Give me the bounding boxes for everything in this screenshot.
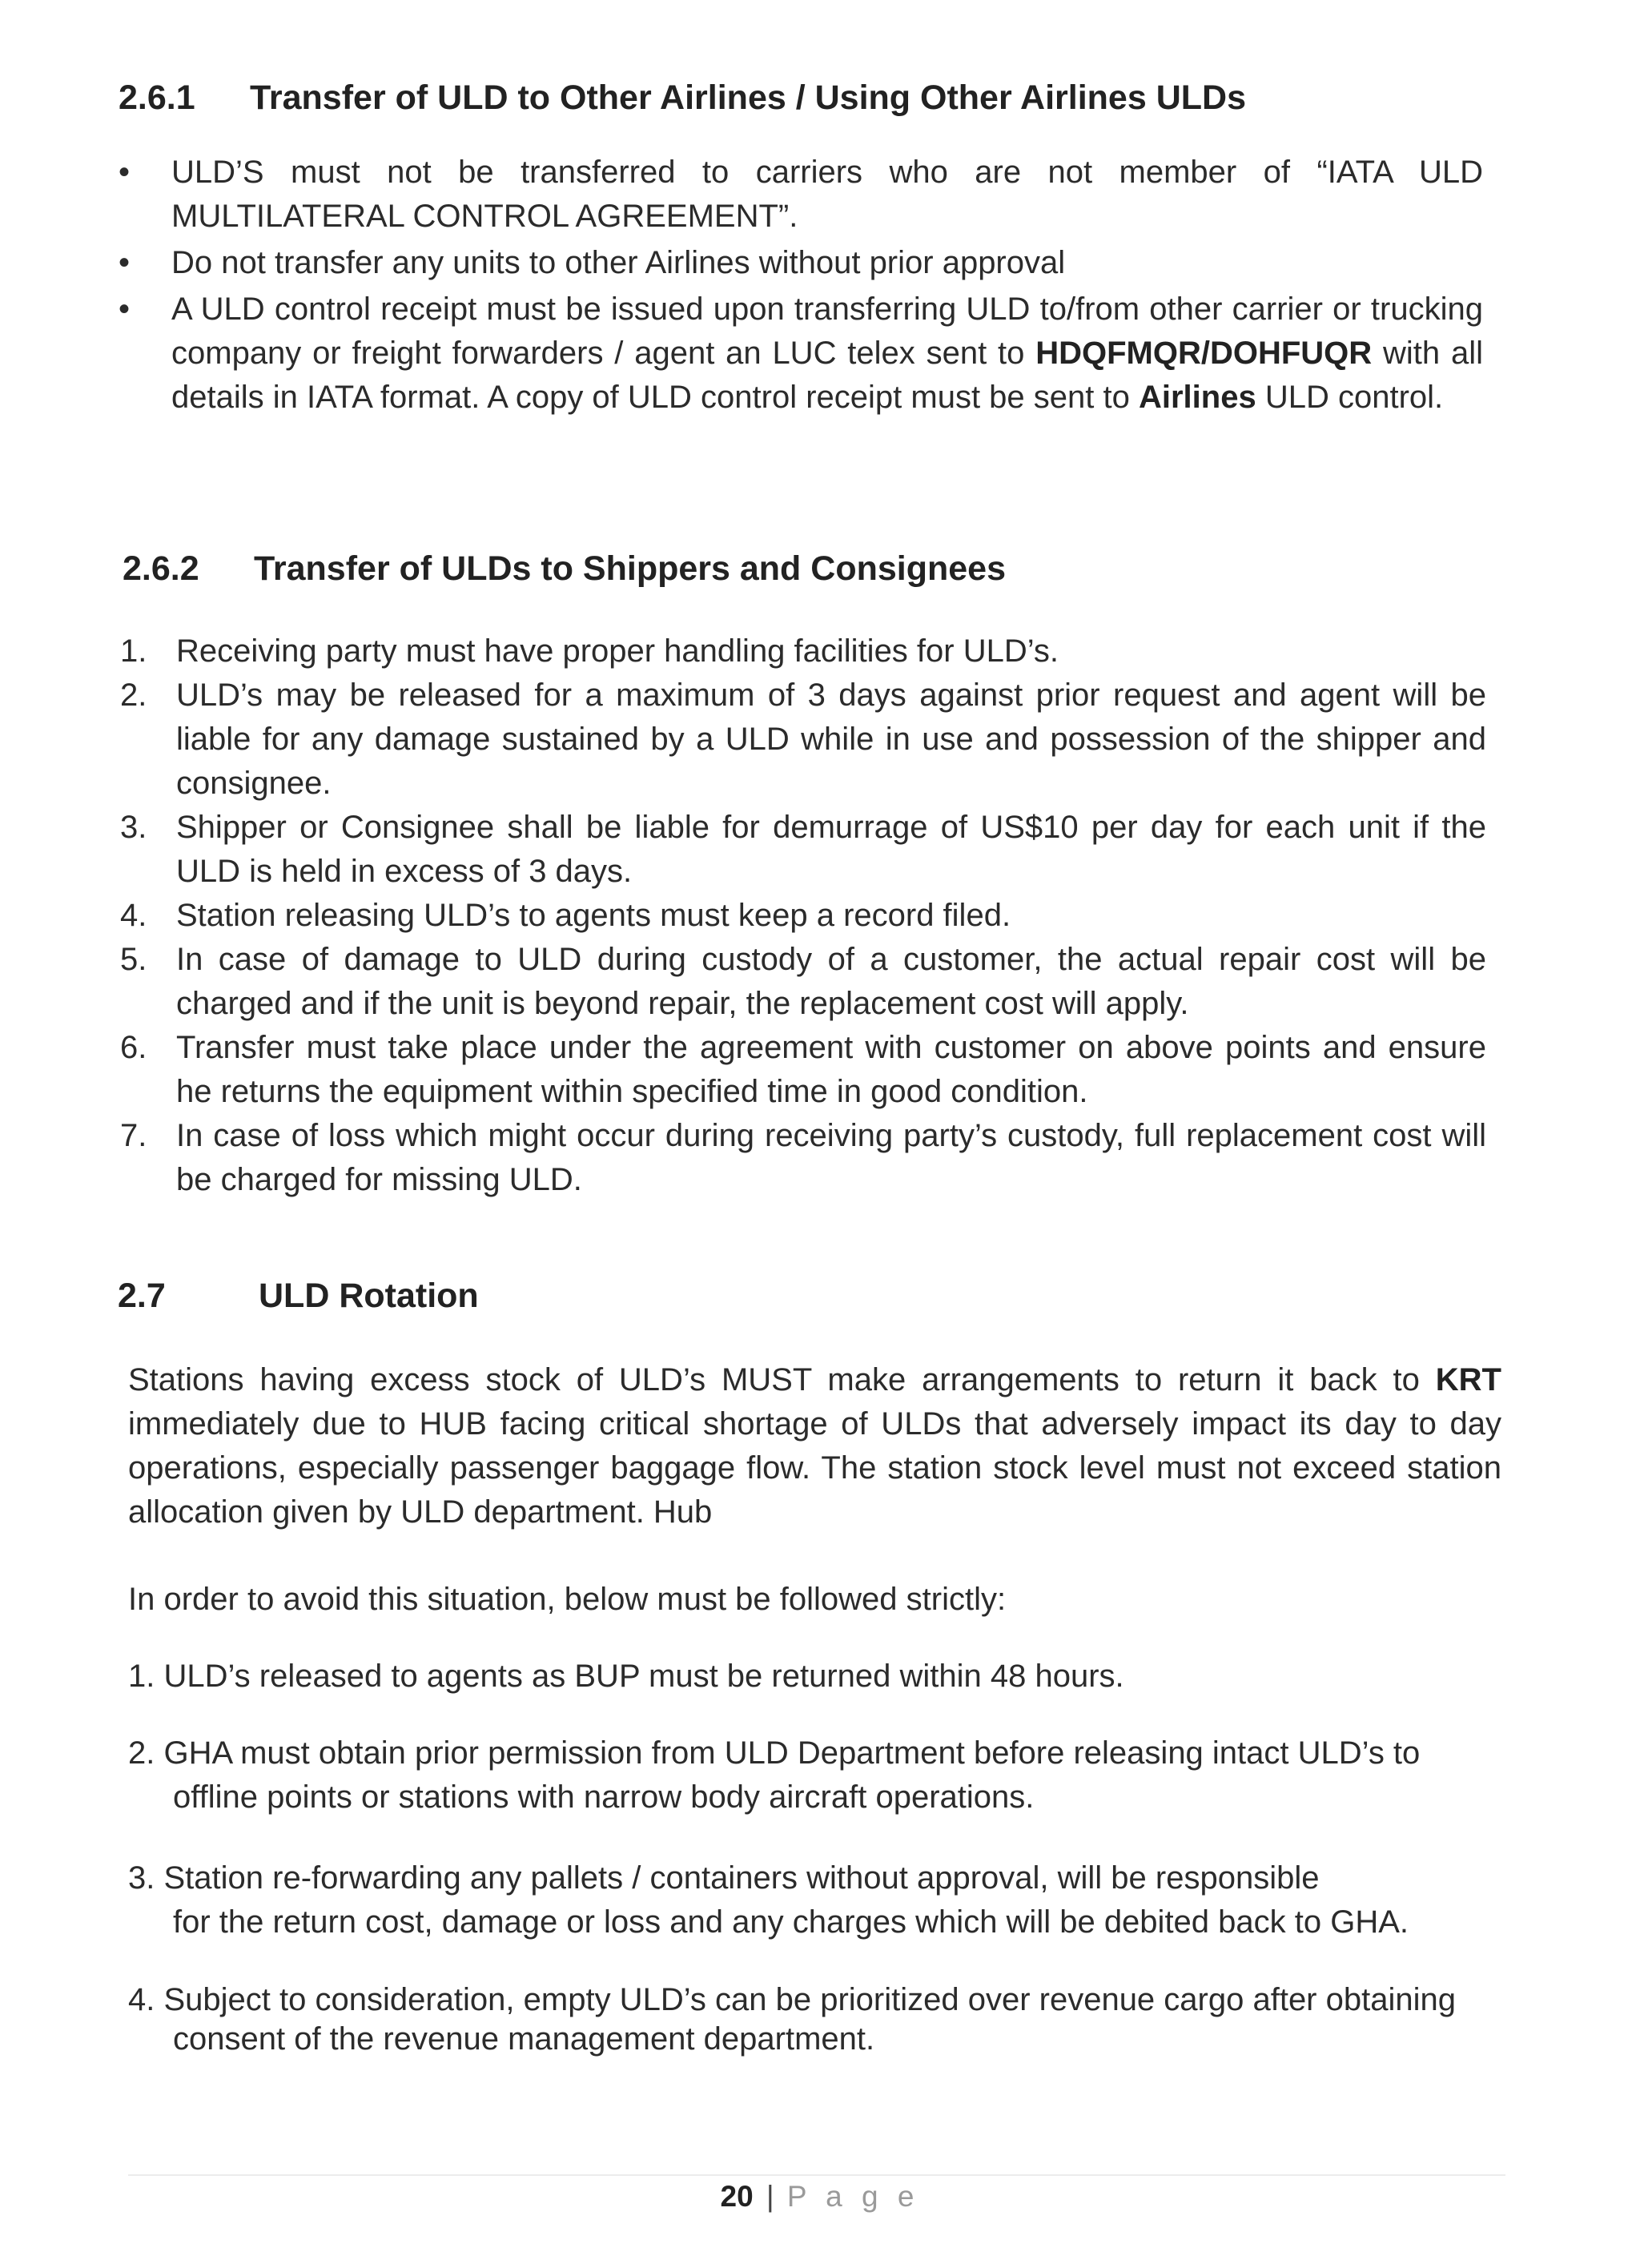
list-item — [120, 806, 1486, 894]
list-item — [128, 1978, 1456, 2061]
item-text: Transfer must take place under the agreement with customer on above points and ensure he returns the equipment within specified time in good condition. — [176, 1030, 1486, 1109]
item-text: Station re-forwarding any pallets / containers without approval, will be responsible — [163, 1860, 1320, 1896]
item-text-continued: consent of the revenue management department. — [173, 2021, 875, 2057]
hub-code: KRT — [1435, 1362, 1501, 1397]
item-number: 3. — [120, 810, 147, 845]
bullet-icon: • — [119, 245, 131, 280]
bullet-list-2-6-1 — [117, 151, 1483, 420]
item-text: Receiving party must have proper handling facilities for ULD’s. — [176, 633, 1059, 669]
item-text: ULD’s may be released for a maximum of 3 days against prior request and agent will be liable for any damage sustained by a ULD while in use and possession of the shipper and consignee. — [176, 678, 1486, 801]
section-title: Transfer of ULD to Other Airlines / Using Other Airlines ULDs — [250, 78, 1246, 117]
list-item — [128, 1655, 1124, 1699]
numbered-list-2-6-2 — [120, 629, 1486, 1202]
item-text-continued: for the return cost, damage or loss and any charges which will be debited back to GHA. — [173, 1904, 1409, 1940]
list-item — [120, 938, 1486, 1026]
section-heading-2-6-1 — [119, 78, 1246, 118]
item-number: 7. — [120, 1118, 147, 1153]
item-text: Shipper or Consignee shall be liable for demurrage of US$10 per day for each unit if the ULD is held in excess of 3 days. — [176, 810, 1486, 889]
page-label: P a g e — [786, 2180, 920, 2213]
bullet-icon: • — [119, 155, 131, 190]
item-text: GHA must obtain prior permission from ULD Department before releasing intact ULD’s to — [163, 1735, 1421, 1771]
telex-address: HDQFMQR/DOHFUQR — [1035, 336, 1373, 371]
section-heading-2-7 — [118, 1277, 479, 1316]
page-footer — [0, 2180, 1640, 2214]
item-text-continued: offline points or stations with narrow body aircraft operations. — [173, 1779, 1035, 1815]
section-number: 2.6.1 — [119, 78, 195, 117]
footer-divider — [128, 2174, 1505, 2176]
list-item — [117, 151, 1483, 239]
item-number: 2. — [128, 1735, 155, 1771]
list-item — [120, 894, 1486, 938]
section-heading-2-6-2 — [123, 549, 1006, 589]
list-item — [128, 1731, 1420, 1820]
section-title: Transfer of ULDs to Shippers and Consignees — [254, 549, 1006, 588]
section-number: 2.7 — [118, 1277, 166, 1315]
airlines-label: Airlines — [1138, 380, 1256, 415]
item-number: 3. — [128, 1860, 155, 1896]
rotation-paragraph: Stations having excess stock of ULD’s MUST make arrangements to return it back to KRT immediately due to HUB facing critical shortage of ULDs that adversely impact its day to day operations, especially passenger baggage flow. The station stock level must not exceed station allocation given by ULD department. Hub — [128, 1362, 1501, 1530]
section-title: ULD Rotation — [259, 1277, 479, 1315]
item-number: 5. — [120, 942, 147, 977]
list-item — [117, 241, 1483, 285]
item-text: In case of loss which might occur during receiving party’s custody, full replacement cost will be charged for missing ULD. — [176, 1118, 1486, 1197]
item-text: ULD’s released to agents as BUP must be returned within 48 hours. — [163, 1659, 1124, 1694]
item-number: 4. — [120, 898, 147, 933]
item-number: 6. — [120, 1030, 147, 1065]
bullet-text: A ULD control receipt must be issued upon transferring ULD to/from other carrier or trucking company or freight forwarders / agent an LUC telex sent to HDQFMQR/DOHFUQR with all details in IATA format. A copy of ULD control receipt must be sent to Airlines ULD control. — [171, 292, 1483, 415]
item-text: Station releasing ULD’s to agents must keep a record filed. — [176, 898, 1011, 933]
item-number: 2. — [120, 678, 147, 713]
rotation-intro: In order to avoid this situation, below must be followed strictly: — [128, 1582, 1007, 1617]
item-number: 1. — [128, 1659, 155, 1694]
list-item — [120, 629, 1486, 674]
footer-separator: | — [766, 2180, 774, 2213]
item-text: Subject to consideration, empty ULD’s can be prioritized over revenue cargo after obtaining — [163, 1982, 1456, 2017]
item-number: 4. — [128, 1982, 155, 2017]
list-item — [120, 1114, 1486, 1202]
item-text: In case of damage to ULD during custody of a customer, the actual repair cost will be charged and if the unit is beyond repair, the replacement cost will apply. — [176, 942, 1486, 1021]
bullet-icon: • — [119, 292, 131, 327]
list-item — [120, 1026, 1486, 1114]
section-number: 2.6.2 — [123, 549, 199, 588]
list-item — [117, 288, 1483, 420]
bullet-text: ULD’S must not be transferred to carriers who are not member of “IATA ULD MULTILATERAL CONTROL AGREEMENT”. — [171, 155, 1483, 234]
list-item — [120, 674, 1486, 806]
bullet-text: Do not transfer any units to other Airlines without prior approval — [171, 245, 1066, 280]
list-item — [128, 1856, 1409, 1944]
page-number: 20 — [720, 2180, 754, 2213]
item-number: 1. — [120, 633, 147, 669]
